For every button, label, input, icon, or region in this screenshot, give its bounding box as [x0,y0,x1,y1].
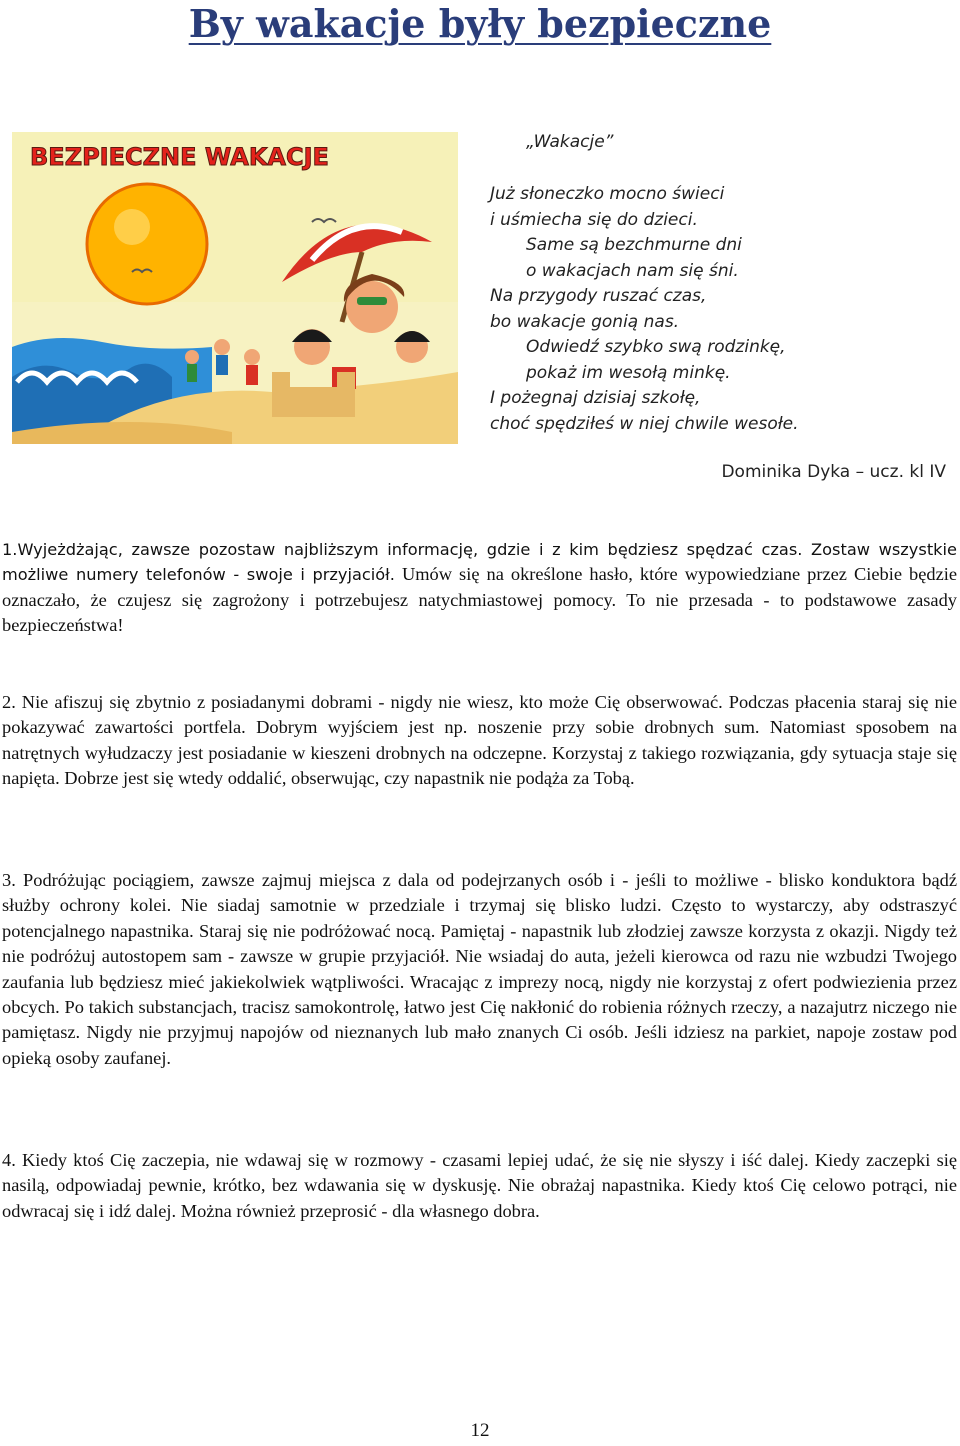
poem-line: choć spędziłeś w niej chwile wesołe. [490,413,799,434]
page-number: 12 [470,1420,490,1441]
page-title: By wakacje były bezpieczne [188,1,772,46]
poem-author: Dominika Dyka – ucz. kl IV [721,462,946,482]
beach-scene-image [12,132,458,444]
poem-line: i uśmiecha się do dzieci. [490,209,698,230]
poem-title: „Wakacje” [526,132,614,152]
section-1-lead: 1.Wyjeżdżając, zawsze pozostaw najbliższym informację, gdzie i z kim będziesz spędzać czas. Zostaw wszystkie możliwe numery telefonów - swoje i przyjaciół. [2,540,957,585]
poem-line: Na przygody ruszać czas, [490,286,707,306]
section-2: 2. Nie afiszuj się zbytnio z posiadanymi dobrami - nigdy nie wiesz, kto może Cię obserwować. Podczas płacenia staraj się nie pokazywać zawartości portfela. Dobrym wyjściem jest np. noszenie przy sobie drobnych sum. Natomiast sposobem na natrętnych wyłudzaczy jest posiadanie w kieszeni drobnych na odczepne. Korzystaj z takiego rozwiązania, gdy sytuacja staje się napięta. Dobrze jest się wtedy oddalić, obserwując, czy napastnik nie podąża za Tobą. [2,692,957,789]
poem-line: I pożegnaj dzisiaj szkołę, [490,388,701,408]
poem-lines [490,182,799,437]
section-3: 3. Podróżując pociągiem, zawsze zajmuj miejsca z dala od podejrzanych osób i - jeśli to możliwe - blisko konduktora bądź służby ochrony kolei. Nie siadaj samotnie w przedziale i trzymaj się blisko ludzi. Często to wystarczy, aby odstraszyć potencjalnego napastnika. Staraj się nie podróżować nocą. Pamiętaj - napastnik lub złodziej zawsze korzysta z okazji. Nigdy też nie podróżuj autostopem sam - zawsze w grupie przyjaciół. Nie wsiadaj do auta, jeżeli kierowca od razu nie wzbudzi Twojego zaufania lub będziesz mieć jakiekolwiek wątpliwości. Wracając z imprezy nocą, nigdy nie korzystaj z ofert podwiezienia przez obcych. Po takich substancjach, tracisz samokontrolę, łatwo jest Cię nakłonić do robienia różnych rzeczy, a nazajutrz niczego nie pamiętasz. Nigdy nie przyjmuj napojów od nieznanych lub mało znanych Ci osób. Jeśli idziesz na parkiet, napoje zostaw pod opieką osoby zaufanej. [2,870,957,1068]
section-1 [2,537,957,639]
section-4: 4. Kiedy ktoś Cię zaczepia, nie wdawaj się w rozmowy - czasami lepiej udać, że się nie słyszy i iść dalej. Kiedy zaczepki się nasilą, odpowiadaj pewnie, krótko, bez wdawania się w dyskusję. Nie obrażaj napastnika. Kiedy ktoś Cię celowo potrąci, nie odwracaj się i idź dalej. Można również przeprosić - dla własnego dobra. [2,1150,957,1221]
poem-line: bo wakacje gonią nas. [490,311,680,332]
section-1-text: Umów się na określone hasło, które wypowiedziane przez Ciebie będzie oznaczało, że czujesz się zagrożony i potrzebujesz natychmiastowej pomocy. To nie przesada - to podstawowe zasady bezpieczeństwa! [2,564,958,636]
poem-line: pokaż im wesołą minkę. [526,362,731,383]
poem-line: Już słoneczko mocno świeci [490,184,725,204]
beach-illustration [12,132,458,444]
poem-line: Odwiedź szybko swą rodzinkę, [526,337,786,357]
poem-line: Same są bezchmurne dni [526,235,742,255]
poem-line: o wakacjach nam się śni. [526,260,739,281]
illustration-lettering: BEZPIECZNE WAKACJE [30,143,329,171]
